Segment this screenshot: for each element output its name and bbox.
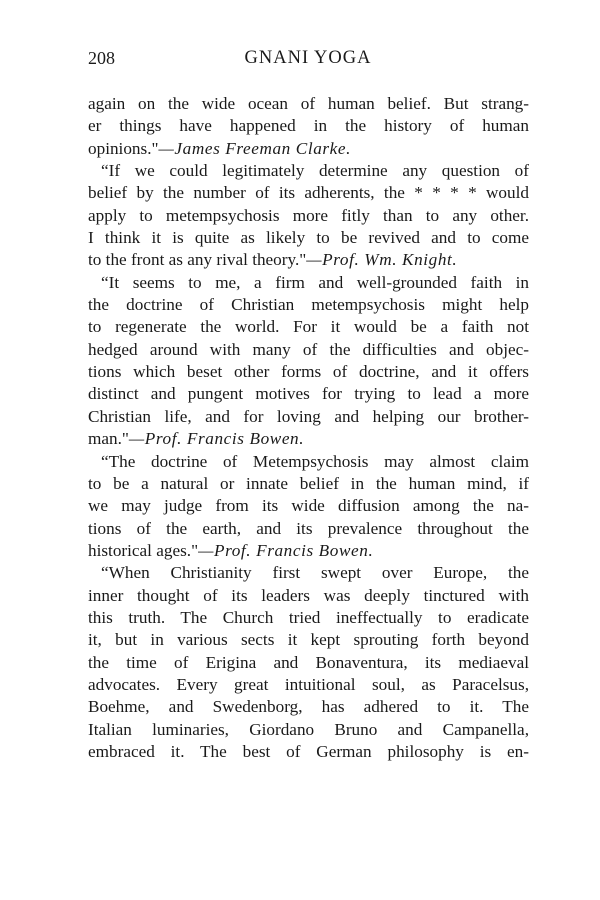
line-text: Italian luminaries, Giordano Bruno and Campanella, xyxy=(88,719,529,739)
text-line xyxy=(88,93,529,115)
attribution: —Prof. Francis Bowen. xyxy=(198,540,374,560)
line-text: “If we could legitimately determine any question of xyxy=(101,161,529,181)
text-line xyxy=(88,361,529,383)
line-text: to be a natural or innate belief in the human mind, if xyxy=(88,473,529,493)
text-line xyxy=(88,138,529,160)
line-text: again on the wide ocean of human belief. But strang- xyxy=(88,94,529,113)
line-text: apply to metempsychosis more fitly than to any other. xyxy=(88,205,529,225)
line-text: historical ages." xyxy=(88,540,199,560)
text-line xyxy=(88,205,529,227)
line-text: Boehme, and Swedenborg, has adhered to it. The xyxy=(88,697,529,717)
line-text: embraced it. The best of German philosophy is en- xyxy=(88,741,529,761)
line-text: Christian life, and for loving and helping our brother- xyxy=(88,406,529,426)
line-text: distinct and pungent motives for trying to lead a more xyxy=(88,384,529,404)
text-line xyxy=(88,428,529,450)
text-line xyxy=(88,406,529,428)
text-line xyxy=(88,518,529,540)
text-line xyxy=(88,696,529,718)
line-text: we may judge from its wide diffusion among the na- xyxy=(88,496,529,516)
text-line xyxy=(88,451,529,473)
line-text: the time of Erigina and Bonaventura, its mediaeval xyxy=(88,652,529,672)
text-line xyxy=(88,115,529,137)
text-line xyxy=(88,182,529,204)
line-text: tions of the earth, and its prevalence throughout the xyxy=(88,518,529,538)
text-line xyxy=(88,607,529,629)
text-line xyxy=(88,249,529,271)
text-line xyxy=(88,339,529,361)
text-line xyxy=(88,540,529,562)
line-text: tions which beset other forms of doctrine, and it offers xyxy=(88,362,529,382)
line-text: this truth. The Church tried ineffectually to eradicate xyxy=(88,607,529,627)
text-line xyxy=(88,629,529,651)
line-text: I think it is quite as likely to be revived and to come xyxy=(88,228,529,248)
line-text: to regenerate the world. For it would be a faith not xyxy=(88,317,529,337)
line-text: it, but in various sects it kept sprouting forth beyond xyxy=(88,630,529,650)
line-text: opinions." xyxy=(88,138,159,158)
text-line xyxy=(88,652,529,674)
attribution: —Prof. Francis Bowen. xyxy=(128,429,305,449)
body-text xyxy=(88,93,529,763)
line-text: man." xyxy=(88,429,129,449)
text-line xyxy=(88,719,529,741)
page-number: 208 xyxy=(88,48,115,68)
text-line xyxy=(88,562,529,584)
text-line xyxy=(88,316,529,338)
text-line xyxy=(88,674,529,696)
text-line xyxy=(88,585,529,607)
line-text: the doctrine of Christian metempsychosis might help xyxy=(88,295,529,315)
line-text: “It seems to me, a firm and well-grounded faith in xyxy=(101,272,529,292)
line-text: “The doctrine of Metempsychosis may almost claim xyxy=(101,451,529,471)
running-title: GNANI YOGA xyxy=(244,48,372,68)
text-line xyxy=(88,741,529,763)
running-header xyxy=(88,48,528,72)
attribution: —Prof. Wm. Knight. xyxy=(306,250,458,270)
text-line xyxy=(88,383,529,405)
line-text: er things have happened in the history of human xyxy=(88,116,529,136)
text-line xyxy=(88,294,529,316)
text-line xyxy=(88,160,529,182)
line-text: belief by the number of its adherents, the * * * * would xyxy=(88,183,529,203)
line-text: “When Christianity first swept over Europe, the xyxy=(101,563,529,583)
text-line xyxy=(88,227,529,249)
line-text: advocates. Every great intuitional soul, as Paracelsus, xyxy=(88,674,529,694)
text-line xyxy=(88,272,529,294)
line-text: hedged around with many of the difficulties and objec- xyxy=(88,339,529,359)
line-text: inner thought of its leaders was deeply tinctured with xyxy=(88,585,529,605)
text-line xyxy=(88,473,529,495)
line-text: to the front as any rival theory." xyxy=(88,250,307,270)
text-line xyxy=(88,495,529,517)
attribution: —James Freeman Clarke. xyxy=(158,138,352,158)
